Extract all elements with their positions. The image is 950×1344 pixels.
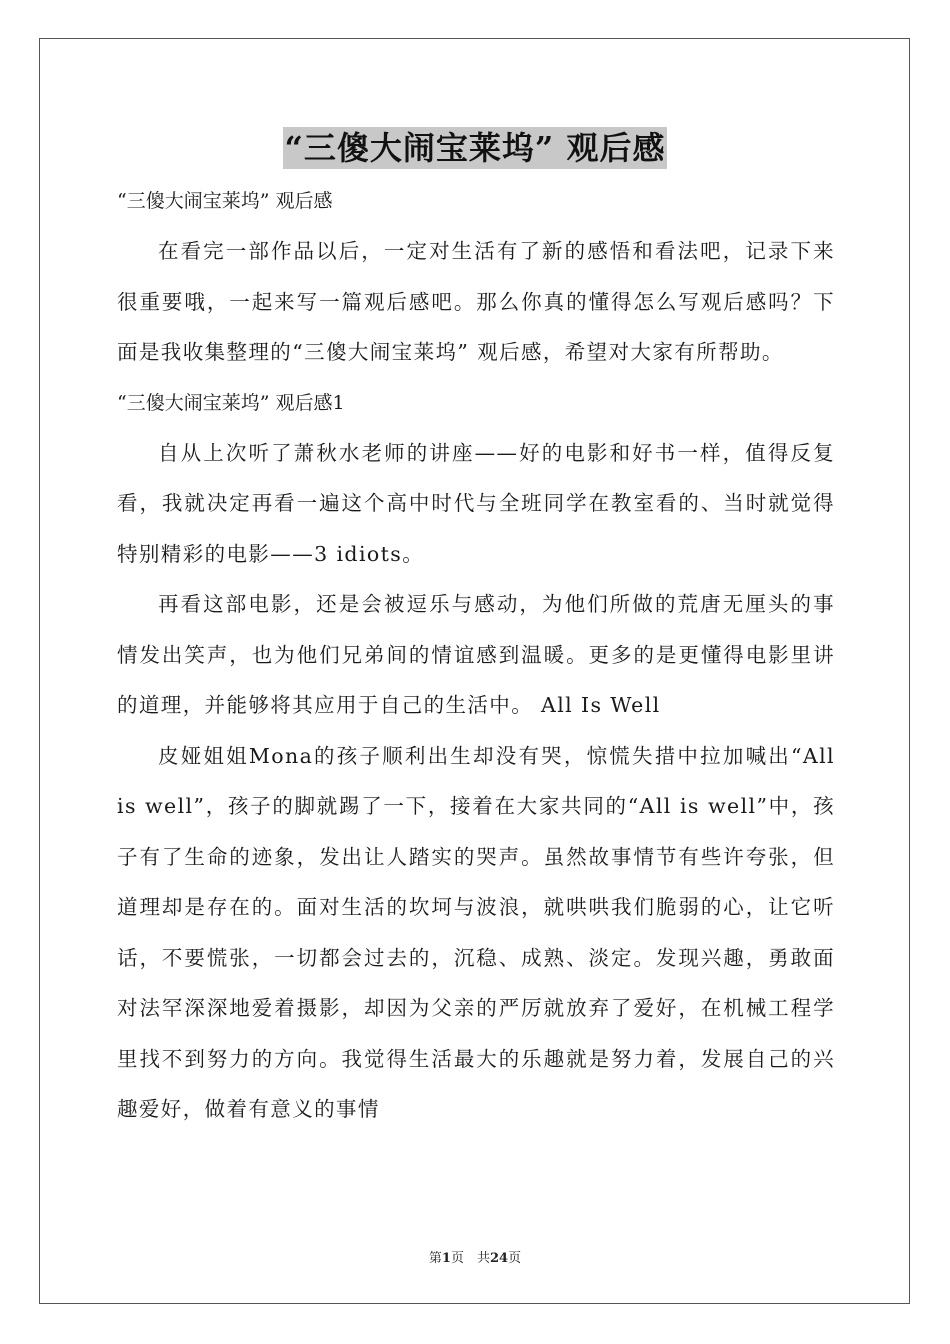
section-heading: “三傻大闹宝莱坞” 观后感1 bbox=[117, 391, 345, 414]
document-title: “三傻大闹宝莱坞” 观后感 bbox=[284, 129, 666, 167]
page-prefix: 第 bbox=[428, 1251, 442, 1266]
page-total: 24 bbox=[489, 1251, 509, 1266]
page-mid: 页 共 bbox=[450, 1251, 490, 1266]
document-body bbox=[117, 176, 835, 1135]
page-suffix: 页 bbox=[508, 1251, 522, 1266]
body-paragraph: 自从上次听了萧秋水老师的讲座——好的电影和好书一样，值得反复看，我就决定再看一遍这个高中时代与全班同学在教室看的、当时就觉得特别精彩的电影——3 idiots。 bbox=[117, 440, 835, 566]
title-container bbox=[0, 127, 950, 169]
page-current: 1 bbox=[441, 1251, 451, 1266]
page-footer bbox=[0, 1247, 950, 1266]
document-subtitle: “三傻大闹宝莱坞” 观后感 bbox=[117, 190, 333, 212]
body-paragraph: 皮娅姐姐Mona的孩子顺利出生却没有哭，惊慌失措中拉加喊出“All is well”，孩子的脚就踢了一下，接着在大家共同的“All is well”中，孩子有了生命的迹象，发出让人踏实的哭声。虽然故事情节有些许夸张，但道理却是存在的。面对生活的坎坷与波浪，就哄哄我们脆弱的心，让它听话，不要慌张，一切都会过去的，沉稳、成熟、淡定。发现兴趣，勇敢面对法罕深深地爱着摄影，却因为父亲的严厉就放弃了爱好，在机械工程学里找不到努力的方向。我觉得生活最大的乐趣就是努力着，发展自己的兴趣爱好，做着有意义的事情 bbox=[117, 743, 835, 1121]
body-paragraph: 再看这部电影，还是会被逗乐与感动，为他们所做的荒唐无厘头的事情发出笑声，也为他们兄弟间的情谊感到温暖。更多的是更懂得电影里讲的道理，并能够将其应用于自己的生活中。 All Is Well bbox=[117, 592, 835, 717]
intro-paragraph: 在看完一部作品以后，一定对生活有了新的感悟和看法吧，记录下来很重要哦，一起来写一篇观后感吧。那么你真的懂得怎么写观后感吗？下面是我收集整理的“三傻大闹宝莱坞” 观后感，希望对大家有所帮助。 bbox=[117, 239, 835, 364]
